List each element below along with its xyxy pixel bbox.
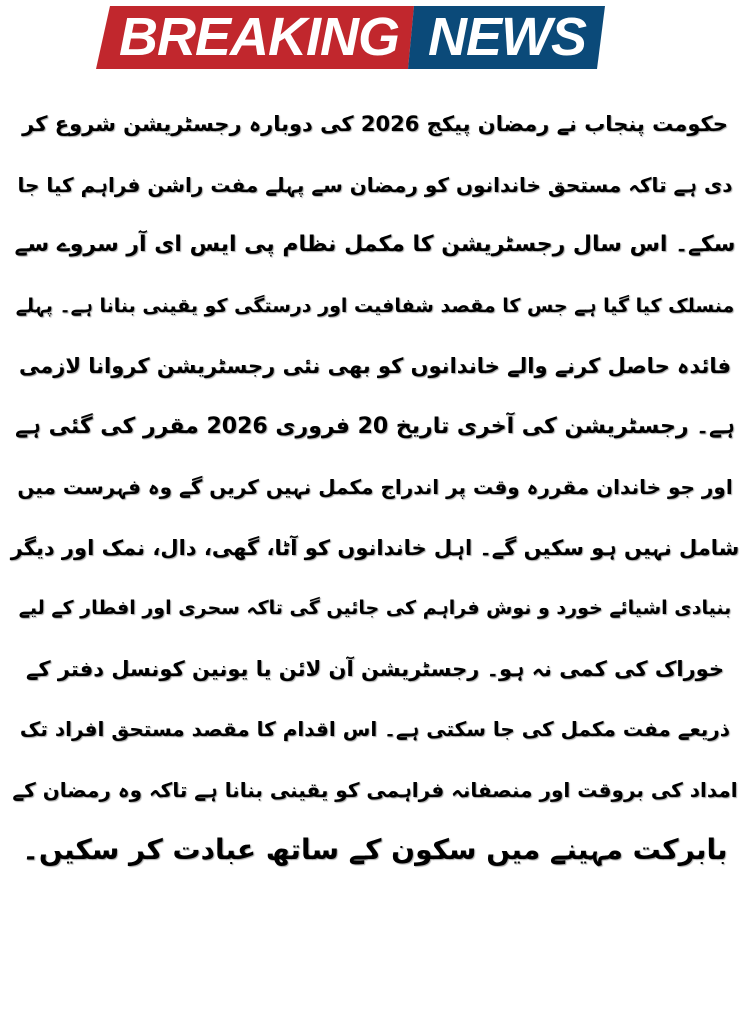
article-line: حکومت پنجاب نے رمضان پیکج 2026 کی دوبارہ رجسٹریشن شروع کر [22, 112, 728, 136]
article-line: ذریعے مفت مکمل کی جا سکتی ہے۔ اس اقدام کا مقصد مستحق افراد تک [19, 717, 731, 741]
article-line: بنیادی اشیائے خورد و نوش فراہم کی جائیں گی تاکہ سحری اور افطار کے لیے [18, 597, 732, 619]
article-line: بابرکت مہینے میں سکون کے ساتھ عبادت کر سکیں۔ [22, 833, 728, 866]
article-body [10, 94, 740, 881]
article-line: امداد کی بروقت اور منصفانہ فراہمی کو یقینی بنانا ہے تاکہ وہ رمضان کے [12, 777, 738, 802]
article-line: اور جو خاندان مقررہ وقت پر اندراج مکمل نہیں کریں گے وہ فہرست میں [17, 475, 733, 499]
article-line: ہے۔ رجسٹریشن کی آخری تاریخ 20 فروری 2026 مقرر کی گئی ہے [15, 413, 735, 439]
article-line: شامل نہیں ہو سکیں گے۔ اہل خاندانوں کو آٹا، گھی، دال، نمک اور دیگر [10, 535, 740, 560]
article-line: سکے۔ اس سال رجسٹریشن کا مکمل نظام پی ایس ای آر سروے سے [14, 232, 736, 257]
article-line: منسلک کیا گیا ہے جس کا مقصد شفافیت اور درستگی کو یقینی بنانا ہے۔ پہلے [15, 294, 735, 317]
article-line: خوراک کی کمی نہ ہو۔ رجسٹریشن آن لائن یا یونین کونسل دفتر کے [26, 656, 724, 681]
breaking-news-banner [96, 6, 606, 69]
article-line: فائدہ حاصل کرنے والے خاندانوں کو بھی نئی رجسٹریشن کروانا لازمی [19, 354, 731, 378]
banner-word-breaking: BREAKING [118, 7, 399, 67]
article-line: دی ہے تاکہ مستحق خاندانوں کو رمضان سے پہلے مفت راشن فراہم کیا جا [17, 172, 733, 197]
banner-word-news: NEWS [428, 7, 586, 67]
